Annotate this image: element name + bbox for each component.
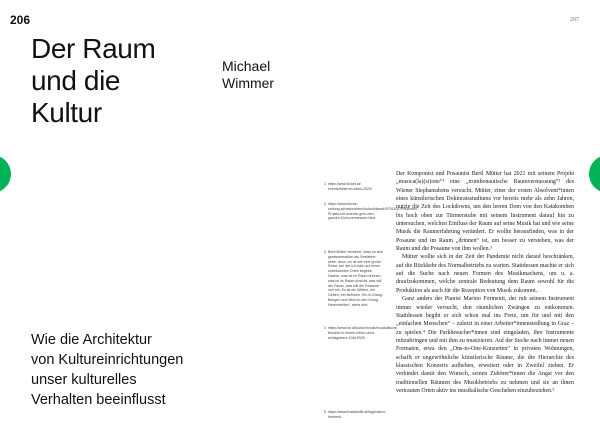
footnote-text: https://www.kleine-zeitung.at/nachrichten/kultur/klassik/5791631/Posaunen-Projekt-ich-wuerde-gern-den-ganzen-Dom-vermessen.html. bbox=[328, 202, 419, 221]
green-tab-marker-right bbox=[589, 155, 600, 193]
body-paragraph: Mütter wollte sich in der Zeit der Pandemie nicht darauf beschränken, auf die Rückkehr des Normalbetriebs zu warten. Stattdessen machte er sich auf die Suche nach neuen Formen des Musikmachens, um u. a. draufzukommen, welche zentrale Bedeutung dem Raum sowohl für die Produktion als auch für die Rezeption von Musik zukommt. bbox=[396, 254, 574, 294]
subtitle-line: von Kultureinrichtungen bbox=[31, 352, 184, 368]
footnote-text: Berti Mütter berichtet, dass es sich gewissermaßen als Seefahrer sehe, denn „es ist wie eine große Reise, bei der ich mich auf einen unbekannten Orten begebe. Nachts, was ist im Raum drinnen, was ist im Raum Ansicht, was will der Raum, was will die Posaune von mir. Es ist ein Wellen, ein Geben, ein Nehmen. Ein In-Klang-Bringen und Mich-In-den-Klang-Hineinstellen“, siehe ebd. bbox=[328, 250, 384, 307]
footnote bbox=[324, 182, 384, 192]
author-line: Wimmer bbox=[222, 75, 275, 91]
author-line: Michael bbox=[222, 58, 271, 74]
author-name bbox=[222, 58, 274, 92]
footnote-text: https://www.frackbistik.at/tag/marino-formenti. bbox=[328, 410, 387, 419]
footnote-number: 3 bbox=[324, 250, 326, 254]
title-line: und die bbox=[31, 65, 121, 96]
footnote-number: 4 bbox=[324, 326, 326, 330]
page-number-left: 206 bbox=[10, 13, 31, 27]
footnote-number: 5 bbox=[324, 410, 326, 414]
footnote-text: https://www.ticket.at/ events/bestrum-bahn-2020/ bbox=[328, 182, 372, 191]
footnote-text: https://www.sn.at/kultur/musik/musikalische-freuden-in-einem-leben-ohne-schlagobers-10619025. bbox=[328, 326, 399, 340]
footnote-number: 2 bbox=[324, 202, 326, 206]
article-body bbox=[396, 170, 574, 395]
subtitle-line: Verhalten beeinflusst bbox=[31, 392, 166, 408]
green-tab-marker-left bbox=[0, 155, 11, 193]
footnote bbox=[324, 326, 399, 340]
subtitle-line: unser kulturelles bbox=[31, 372, 137, 388]
article-subtitle bbox=[31, 330, 281, 410]
footnote bbox=[324, 202, 419, 221]
footnote-number: 1 bbox=[324, 182, 326, 186]
title-line: Kultur bbox=[31, 97, 102, 128]
footnote bbox=[324, 250, 384, 308]
body-paragraph: Ganz anders der Pianist Marino Formenti, der mit seinem Instrument immer wieder versucht, den räumlichen Zwängen zu entkommen. Stattdessen begibt er sich schon mal ins Freie, um für und mit den „einfachen Menschen“ – zuletzt in einer Arbeiter*innensiedlung in Graz – zu spielen.⁴ Die Parkbesucher*innen sind eingeladen, ihre Instrumente mitzubringen und mit ihm zu musizieren. Auf der Suche nach immer neuen Formaten, etwa den „One-to-One-Konzerten“ in privaten Wohnungen, schafft er ungewöhnliche künstlerische Räume, die die Hierarchie des klassischen Konzerts aufheben, erweitert oder in Zweifel ziehen. Er verbindet damit den Wunsch, seinen Zuhörer*innen die Angst vor den traditionellen Räumen des Musikbetriebs zu nehmen und sie an ihnen vertrauten Orten aktiv ins musikalische Geschehen einzubeziehen.⁵ bbox=[396, 296, 574, 394]
page-number-right: 207 bbox=[570, 17, 579, 23]
footnote bbox=[324, 410, 387, 420]
title-line: Der Raum bbox=[31, 33, 156, 64]
subtitle-line: Wie die Architektur bbox=[31, 332, 152, 348]
body-paragraph: Der Komponist und Posaunist Bertl Mütter hat 2021 mit seinem Projekt „musica(la)(si)one“¹ eine „trombonautische Raumvermessung“² des Wiener Stephansdoms versucht. Mütter, einer der ersten Absolvent*innen eines künstlerischen Doktoratsstudiums vor bereits mehr als zehn Jahren, nutzte die Zeit des Lockdowns, um den leeren Dom von den Katakomben bis hoch oben zur Türmerstube mit seinem Instrument darauf hin zu untersuchen, welchen Einfluss der Raum auf seine Musik hat und wie seine Musik die Raumerfahrung verändert. Er wollte herausfinden, was in der Posaune und im Raum „drinnen“ ist, um besser zu verstehen, was der Raum und die Posaune von ihm wollen.³ bbox=[396, 171, 574, 253]
article-title bbox=[31, 33, 221, 129]
